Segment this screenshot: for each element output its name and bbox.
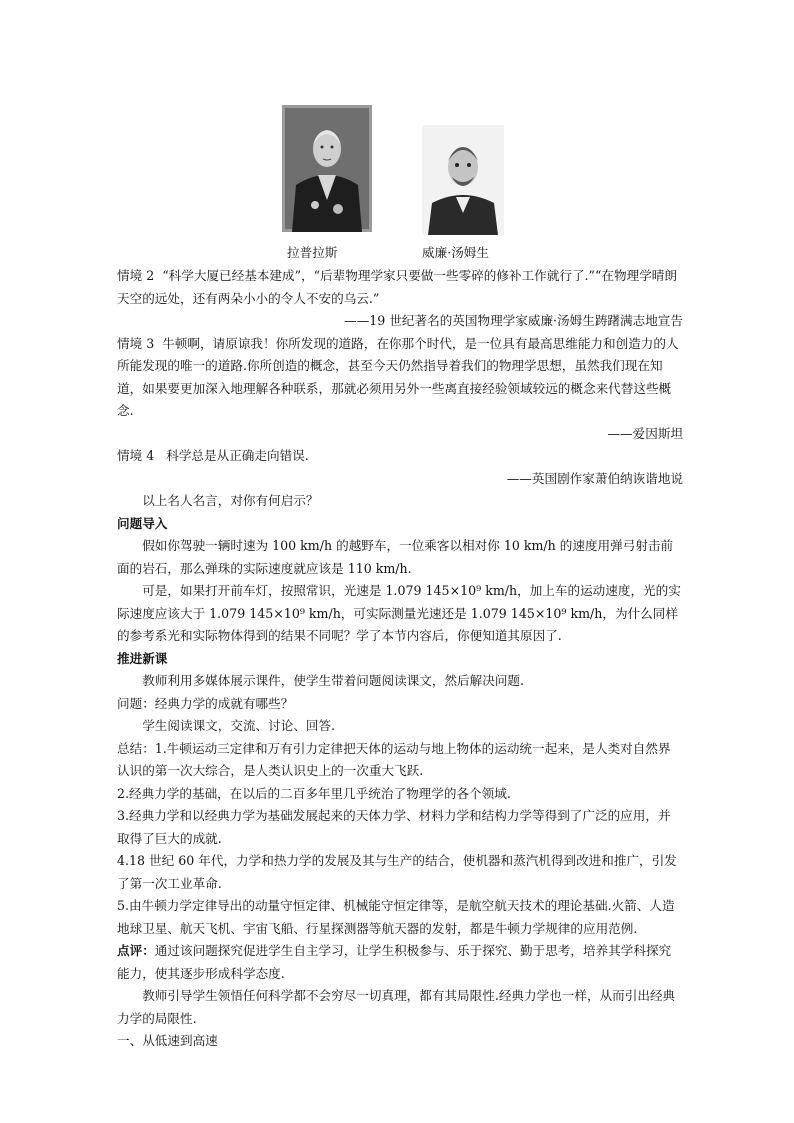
scene3-attribution: ——爱因斯坦 xyxy=(607,425,683,441)
summary-item-2: 2.经典力学的基础，在以后的二百多年里几乎统治了物理学的各个领域. xyxy=(117,785,511,801)
intro-paragraph-2: 可是，如果打开前车灯，按照常识，光速是 1.079 145×10⁹ km/h，加上车的运动速度，光的实际速度应该大于 1.079 145×10⁹ km/h，可实际测量光速还是 1.079 145×10⁹ km/h，为什么同样的参考系光和实际物体得到的结果不同呢？学了本节内容后，你便知道其原因了. xyxy=(117,583,681,643)
thomson-caption: 威廉·汤姆生 xyxy=(422,245,489,260)
prompt-text: 以上名人名言，对你有何启示？ xyxy=(142,493,319,508)
laplace-caption: 拉普拉斯 xyxy=(287,245,338,260)
students-text: 学生阅读课文，交流、讨论、回答. xyxy=(142,718,336,733)
summary-label: 总结： xyxy=(117,740,155,756)
summary-item-5: 5.由牛顿力学定律导出的动量守恒定律、机械能守恒定律等，是航空航天技术的理论基础.火箭、人造地球卫星、航天飞机、宇宙飞船、行星探测器等航天器的发射，都是牛顿力学规律的应用范例. xyxy=(117,898,675,936)
scene2-paragraph xyxy=(117,265,683,310)
intro-heading: 问题导入 xyxy=(117,515,168,531)
document-page xyxy=(117,100,683,1053)
comment-label: 点评： xyxy=(117,943,155,958)
comment-paragraph xyxy=(117,940,683,985)
scene2-text: “科学大厦已经基本建成”，“后辈物理学家只要做一些零碎的修补工作就行了.”“在物理学晴朗天空的远处，还有两朵小小的令人不安的乌云.” xyxy=(117,268,677,306)
teacher-paragraph-2: 教师引导学生领悟任何科学都不会穷尽一切真理，都有其局限性.经典力学也一样，从而引出经典力学的局限性. xyxy=(117,988,676,1026)
scene4-attribution: ——英国剧作家萧伯纳诙谐地说 xyxy=(506,470,683,486)
laplace-portrait xyxy=(282,105,372,232)
scene2-attribution: ——19 世纪著名的英国物理学家威廉·汤姆生踌躇满志地宣告 xyxy=(344,313,683,328)
scene3-paragraph xyxy=(117,333,683,423)
section-1-heading: 一、从低速到高速 xyxy=(117,1033,218,1048)
scene4-label: 情境 4 xyxy=(117,448,155,463)
thomson-portrait xyxy=(422,125,504,235)
scene3-label: 情境 3 xyxy=(117,335,155,351)
intro-paragraph-1: 假如你驾驶一辆时速为 100 km/h 的越野车，一位乘客以相对你 10 km/h 的速度用弹弓射击前面的岩石，那么弹珠的实际速度就应该是 110 km/h. xyxy=(117,538,674,576)
summary-item-4: 4.18 世纪 60 年代，力学和热力学的发展及其与生产的结合，使机器和蒸汽机得到改进和推广，引发了第一次工业革命. xyxy=(117,853,677,891)
summary-item-3: 3.经典力学和以经典力学为基础发展起来的天体力学、材料力学和结构力学等得到了广泛的应用，并取得了巨大的成就. xyxy=(117,808,671,846)
new-lesson-heading: 推进新课 xyxy=(117,650,168,666)
teacher-paragraph-1: 教师利用多媒体展示课件，使学生带着问题阅读课文，然后解决问题. xyxy=(142,673,525,688)
scene4-text: 科学总是从正确走向错误. xyxy=(166,448,309,463)
summary-item-1: 总结：1.牛顿运动三定律和万有引力定律把天体的运动与地上物体的运动统一起来，是人类对自然界认识的第一次大综合，是人类认识史上的一次重大飞跃. xyxy=(117,740,671,778)
question-text: 问题：经典力学的成就有哪些？ xyxy=(117,695,294,711)
scene4-paragraph xyxy=(117,445,683,468)
comment-text: 通过该问题探究促进学生自主学习，让学生积极参与、乐于探究、勤于思考，培养其学科探究能力，使其逐步形成科学态度. xyxy=(117,943,672,981)
scene2-label: 情境 2 xyxy=(117,268,155,283)
scene3-text: 牛顿啊，请原谅我！你所发现的道路，在你那个时代，是一位具有最高思维能力和创造力的人所能发现的唯一的道路.你所创造的概念，甚至今天仍然指导着我们的物理学思想，虽然我们现在知道，如果要更加深入地理解各种联系，那就必须用另外一些离直接经验领域较远的概念来代替这些概念. xyxy=(117,335,679,418)
portraits-row xyxy=(117,100,683,265)
